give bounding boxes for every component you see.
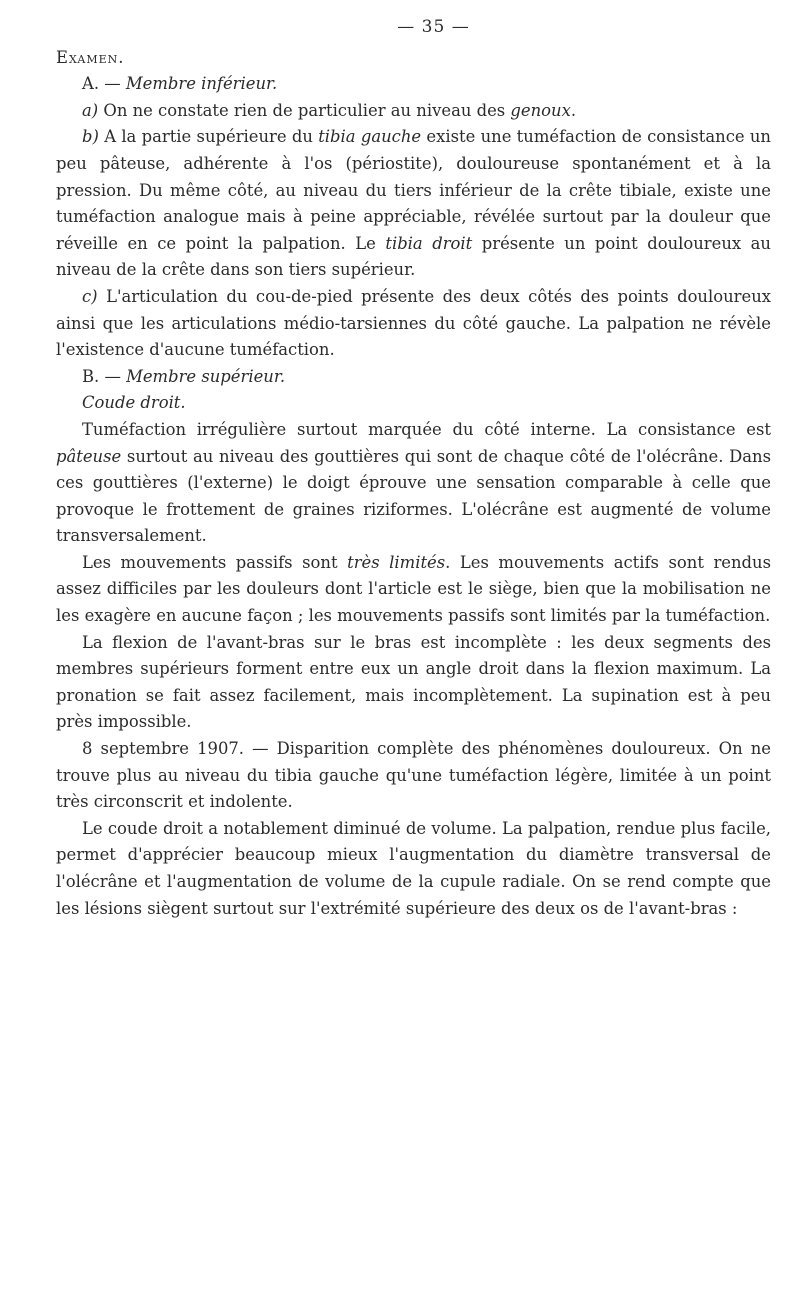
paragraph-a-text2: . xyxy=(570,100,577,120)
paragraph-b-text3: présente un point douloureux au niveau de la crête dans son tiers supérieur. xyxy=(56,233,771,280)
subsection-title xyxy=(56,390,771,417)
paragraph-b-italic1: tibia gauche xyxy=(318,127,422,147)
paragraph-a-text1: On ne constate rien de particulier au niveau des xyxy=(103,100,511,120)
document-page xyxy=(56,14,771,922)
paragraph-b xyxy=(56,124,771,284)
paragraph-b-marker: b) xyxy=(82,127,105,147)
paragraph-b-italic2: tibia droit xyxy=(385,233,473,253)
paragraph-2-italic1: très limités xyxy=(347,552,446,572)
section-a-title xyxy=(56,71,771,98)
page-number: — 35 — xyxy=(397,17,470,37)
paragraph-2-text1: Les mouvements passifs sont xyxy=(82,552,348,572)
section-heading xyxy=(56,45,771,72)
section-b-label: B. — xyxy=(82,366,127,386)
paragraph-5 xyxy=(56,816,771,922)
section-b-title xyxy=(56,364,771,391)
subsection-coude-droit: Coude droit. xyxy=(82,393,186,413)
paragraph-3-text: La flexion de l'avant-bras sur le bras est incomplète : les deux segments des membres supérieurs forment entre eux un angle droit dans la flexion maximum. La pronation se fait assez facilement, mais incomplètement. La supination est à peu près impossible. xyxy=(56,632,771,732)
paragraph-b-text1: A la partie supérieure du xyxy=(104,127,319,147)
paragraph-b-text2: existe une tuméfaction de consistance un peu pâteuse, adhérente à l'os (périostite), douloureuse spontanément et à la pression. Du même côté, au niveau du tiers inférieur de la crête tibiale, existe une tuméfaction analogue mais à peine appréciable, révélée surtout par la douleur que réveille en ce point la palpation. Le xyxy=(56,127,771,253)
paragraph-1 xyxy=(56,417,771,550)
paragraph-a-marker: a) xyxy=(82,100,104,120)
paragraph-a xyxy=(56,98,771,125)
paragraph-3 xyxy=(56,630,771,736)
paragraph-1-italic1: pâteuse xyxy=(56,446,122,466)
section-b-text: Membre supérieur. xyxy=(126,366,286,386)
paragraph-c xyxy=(56,284,771,364)
paragraph-c-marker: c) xyxy=(82,286,107,306)
paragraph-c-text: L'articulation du cou-de-pied présente des deux côtés des points douloureux ainsi que les articulations médio-tarsiennes du côté gauche. La palpation ne révèle l'existence d'aucune tuméfaction. xyxy=(56,286,771,360)
paragraph-1-text2: surtout au niveau des gouttières qui sont de chaque côté de l'olécrâne. Dans ces gouttières (l'externe) le doigt éprouve une sensation comparable à celle que provoque le frottement de graines riziformes. L'olécrâne est augmenté de volume transversalement. xyxy=(56,446,771,546)
paragraph-5-text: Le coude droit a notablement diminué de volume. La palpation, rendue plus facile, permet d'apprécier beaucoup mieux l'augmentation du diamètre transversal de l'olécrâne et l'augmentation de volume de la cupule radiale. On se rend compte que les lésions siègent surtout sur l'extrémité supérieure des deux os de l'avant-bras : xyxy=(56,818,771,918)
paragraph-2-text2: . Les mouvements actifs sont rendus assez difficiles par les douleurs dont l'article est le siège, bien que la mobilisation ne les exagère en aucune façon ; les mouvements passifs sont limités par la tuméfaction. xyxy=(56,552,772,626)
paragraph-2 xyxy=(56,550,771,630)
section-a-label: A. — xyxy=(82,74,126,94)
section-a-text: Membre inférieur. xyxy=(125,74,278,94)
paragraph-a-italic1: genoux xyxy=(510,100,571,120)
paragraph-4-text: 8 septembre 1907. — Disparition complète des phénomènes douloureux. On ne trouve plus au niveau du tibia gauche qu'une tuméfaction légère, limitée à un point très circonscrit et indolente. xyxy=(56,739,771,812)
heading-examen: Examen. xyxy=(56,47,125,67)
paragraph-1-text1: Tuméfaction irrégulière surtout marquée du côté interne. La consistance est xyxy=(82,419,771,439)
paragraph-4 xyxy=(56,736,771,816)
